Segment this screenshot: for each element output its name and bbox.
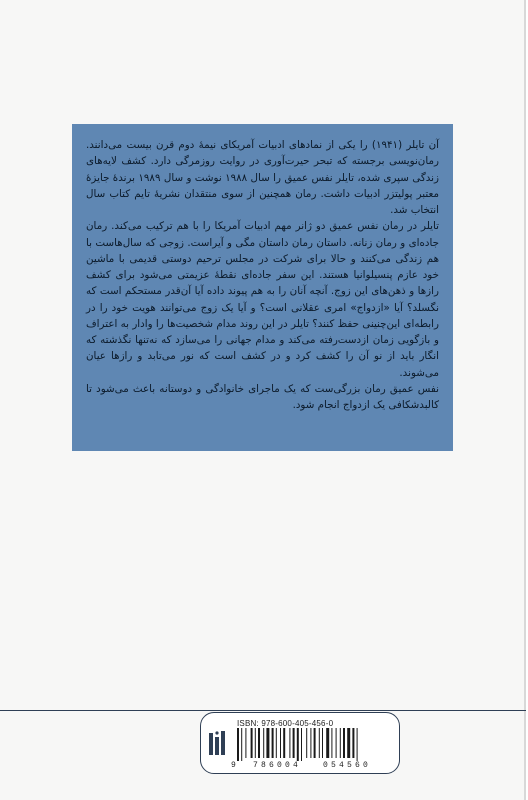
blurb-panel — [72, 124, 453, 451]
barcode-digit-group-2: 054560 — [323, 761, 372, 770]
barcode-icon — [231, 728, 391, 761]
barcode-strip-line — [0, 710, 526, 711]
barcode-digit-lead: 9 — [231, 761, 236, 770]
barcode-digit-group-1: 786004 — [253, 761, 302, 770]
barcode-box — [200, 712, 400, 774]
isbn-label: ISBN: 978-600-405-456-0 — [237, 719, 334, 728]
blurb-paragraph-1: آن تایلر (۱۹۴۱) را یکی از نمادهای ادبیات آمریکای نیمهٔ دوم قرن بیست می‌دانند. رمان‌نویسی برجسته که تبحر حیرت‌آوری در روایت روزمرگی دارد. کشف لایه‌های زندگی سپری شده، تایلر نفس عمیق را سال ۱۹۸۸ نوشت و سال ۱۹۸۹ برندهٔ جایزهٔ معتبر پولیتزر ادبیات داشت. رمان همچنین از سوی منتقدان نشریهٔ تایم کتاب سال انتخاب شد. — [86, 139, 440, 216]
publisher-logo-icon — [207, 729, 227, 759]
blurb-paragraph-2: تایلر در رمان نفس عمیق دو ژانر مهم ادبیات آمریکا را با هم ترکیب می‌کند. رمان جاده‌ای و رمان زنانه. داستان رمان داستان مگی و آیراست. زوجی که سال‌هاست با هم زندگی می‌کنند و حالا برای شرکت در مجلس ترحیم دوستی قدیمی با ماشین خود عازم پنسیلوانیا هستند. این سفر جاده‌ای نقطهٔ عزیمتی می‌شود برای کشف رازها و ذهن‌های این زوج. آنچه آنان را به هم پیوند داده آیا آن‌قدر مستحکم است که نگسلد؟ آیا «ازدواج» امری عقلانی است؟ و آیا یک زوج می‌توانند هویت خود را در رابطه‌ای این‌چنینی حفظ کنند؟ تایلر در این روند مدام شخصیت‌ها را وادار به اعتراف و بازگویی زمان ازدست‌رفته می‌کند و مدام جهانی را می‌سازد که نه‌تنها نگذشته که انگار باید از نو آن را کشف کرد و در کشف است که نور می‌تابد و رازها عیان می‌شوند. — [86, 220, 439, 379]
blurb-paragraph-3: نفس عمیق رمان بزرگی‌ست که یک ماجرای خانوادگی و دوستانه باعث می‌شود تا کالبدشکافی یک ازدواج انجام شود. — [86, 382, 439, 411]
